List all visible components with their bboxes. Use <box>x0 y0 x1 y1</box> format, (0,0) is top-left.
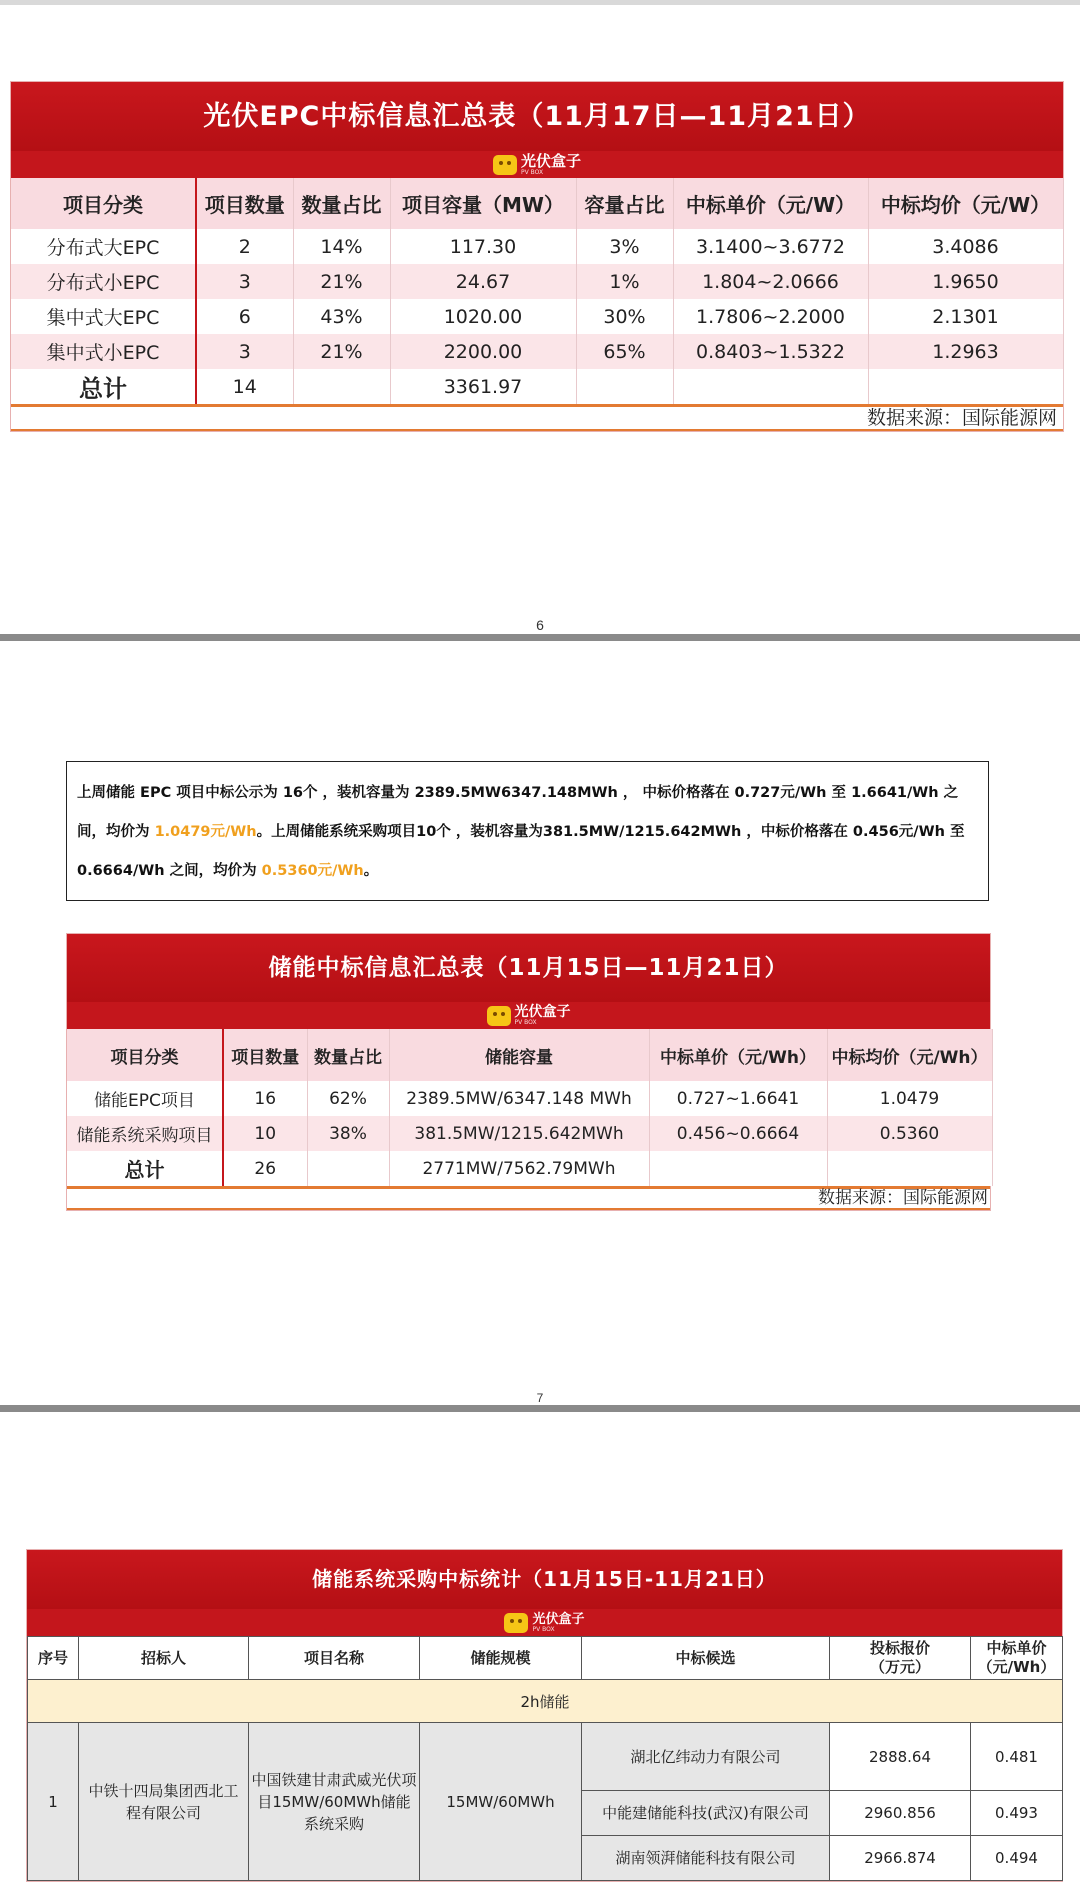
table-cell: 0.8403~1.5322 <box>673 334 868 369</box>
group-row <box>28 1680 1063 1723</box>
es-header-row <box>67 1029 992 1081</box>
table-cell: 3.4086 <box>868 229 1063 264</box>
pv-data-source: 数据来源：国际能源网 <box>11 404 1063 429</box>
table-cell: 3361.97 <box>390 369 576 404</box>
proc-header-cell: 中标单价 （元/Wh） <box>971 1637 1063 1680</box>
weekly-summary-note <box>66 761 989 901</box>
table-cell: 分布式小EPC <box>11 264 196 299</box>
es-data-table <box>67 1029 993 1186</box>
es-bottom-rule <box>67 1208 990 1210</box>
table-cell: 381.5MW/1215.642MWh <box>389 1116 649 1151</box>
es-data-source: 数据来源：国际能源网 <box>67 1186 990 1208</box>
note-text: 上周储能 EPC 项目中标公示为 16个 ，装机容量为 2389.5MW6347.148MWh ， 中标价格落在 0.727元/Wh 至 1.6641/Wh 之间，均价为 <box>77 785 959 840</box>
table-cell: 26 <box>223 1151 307 1186</box>
es-table-title: 储能中标信息汇总表（11月15日—11月21日） <box>67 934 990 1002</box>
total-label: 总计 <box>11 369 196 404</box>
table-cell: 0.456~0.6664 <box>649 1116 827 1151</box>
proc-data-table <box>27 1636 1063 1881</box>
table-cell: 集中式小EPC <box>11 334 196 369</box>
pv-header-cell: 中标单价（元/W） <box>673 178 868 229</box>
table-cell <box>649 1151 827 1186</box>
table-cell: 0.5360 <box>827 1116 992 1151</box>
pv-logo-bar <box>11 151 1063 178</box>
candidate-cell: 湖北亿纬动力有限公司 <box>582 1723 830 1791</box>
note-text: 。 <box>363 863 379 879</box>
unit-price-cell: 0.481 <box>971 1723 1063 1791</box>
es-header-cell: 中标均价（元/Wh） <box>827 1029 992 1081</box>
proc-header-cell: 序号 <box>28 1637 79 1680</box>
table-row <box>11 299 1063 334</box>
table-cell: 3 <box>196 264 293 299</box>
table-cell: 1020.00 <box>390 299 576 334</box>
page-separator <box>0 634 1080 641</box>
proc-header-cell: 中标候选 <box>582 1637 830 1680</box>
table-cell: 24.67 <box>390 264 576 299</box>
table-cell: 1.2963 <box>868 334 1063 369</box>
bid-price-cell: 2966.874 <box>830 1836 971 1881</box>
storage-scale-cell: 15MW/60MWh <box>420 1723 582 1881</box>
table-row <box>11 334 1063 369</box>
table-cell: 14 <box>196 369 293 404</box>
energy-storage-summary-table <box>66 933 991 1211</box>
table-cell: 2 <box>196 229 293 264</box>
pv-header-cell: 项目数量 <box>196 178 293 229</box>
table-cell <box>827 1151 992 1186</box>
table-cell <box>293 369 390 404</box>
pv-header-cell: 项目容量（MW） <box>390 178 576 229</box>
candidate-cell: 中能建储能科技(武汉)有限公司 <box>582 1791 830 1836</box>
table-cell: 38% <box>307 1116 389 1151</box>
tenderer-cell: 中铁十四局集团西北工程有限公司 <box>79 1723 249 1881</box>
top-strip <box>0 0 1080 5</box>
page-number: 7 <box>536 1391 544 1405</box>
total-label: 总计 <box>67 1151 223 1186</box>
table-row <box>67 1081 992 1116</box>
table-row <box>28 1723 1063 1791</box>
table-cell: 10 <box>223 1116 307 1151</box>
table-cell <box>307 1151 389 1186</box>
pv-epc-summary-table <box>10 81 1064 432</box>
es-header-cell: 储能容量 <box>389 1029 649 1081</box>
table-cell: 2771MW/7562.79MWh <box>389 1151 649 1186</box>
table-cell: 14% <box>293 229 390 264</box>
table-cell: 2389.5MW/6347.148 MWh <box>389 1081 649 1116</box>
table-cell <box>673 369 868 404</box>
proc-header-cell: 投标报价 （万元） <box>830 1637 971 1680</box>
note-highlight: 1.0479元/Wh <box>154 824 257 840</box>
pv-data-table <box>11 178 1064 404</box>
pv-header-cell: 中标均价（元/W） <box>868 178 1063 229</box>
pv-table-title: 光伏EPC中标信息汇总表（11月17日—11月21日） <box>11 82 1063 151</box>
proc-logo-bar <box>27 1609 1062 1636</box>
proc-header-row <box>28 1637 1063 1680</box>
total-row <box>67 1151 992 1186</box>
pv-bottom-rule <box>11 429 1063 431</box>
table-cell: 3 <box>196 334 293 369</box>
table-cell: 集中式大EPC <box>11 299 196 334</box>
unit-price-cell: 0.493 <box>971 1791 1063 1836</box>
table-cell <box>868 369 1063 404</box>
table-cell: 2.1301 <box>868 299 1063 334</box>
table-cell: 62% <box>307 1081 389 1116</box>
pv-header-row <box>11 178 1063 229</box>
table-cell: 分布式大EPC <box>11 229 196 264</box>
page-number: 6 <box>536 617 544 633</box>
table-row <box>67 1116 992 1151</box>
bid-price-cell: 2888.64 <box>830 1723 971 1791</box>
table-cell: 0.727~1.6641 <box>649 1081 827 1116</box>
es-header-cell: 项目分类 <box>67 1029 223 1081</box>
es-header-cell: 项目数量 <box>223 1029 307 1081</box>
proc-header-cell: 招标人 <box>79 1637 249 1680</box>
table-cell: 117.30 <box>390 229 576 264</box>
table-cell: 6 <box>196 299 293 334</box>
group-label: 2h储能 <box>28 1680 1063 1723</box>
candidate-cell: 湖南领湃储能科技有限公司 <box>582 1836 830 1881</box>
page-separator <box>0 1405 1080 1412</box>
table-cell: 1.9650 <box>868 264 1063 299</box>
pvbox-face-icon <box>487 1006 511 1026</box>
pv-header-cell: 容量占比 <box>576 178 673 229</box>
pvbox-logo: 光伏盒子 PV BOX <box>504 1613 584 1633</box>
table-cell: 1% <box>576 264 673 299</box>
table-row <box>11 264 1063 299</box>
table-cell: 2200.00 <box>390 334 576 369</box>
table-cell: 储能系统采购项目 <box>67 1116 223 1151</box>
bid-price-cell: 2960.856 <box>830 1791 971 1836</box>
row-number: 1 <box>28 1723 79 1881</box>
table-cell: 1.0479 <box>827 1081 992 1116</box>
pvbox-face-icon <box>504 1613 528 1633</box>
note-text: 。上周储能系统采购项目10个 ，装机容量为381.5MW/1215.642MWh ，中标价格落在 0.456元/Wh 至 0.6664/Wh 之间，均价为 <box>77 824 965 879</box>
procurement-award-table <box>26 1549 1063 1882</box>
table-cell: 65% <box>576 334 673 369</box>
table-cell: 3.1400~3.6772 <box>673 229 868 264</box>
unit-price-cell: 0.494 <box>971 1836 1063 1881</box>
table-cell: 43% <box>293 299 390 334</box>
pvbox-logo: 光伏盒子 PV BOX <box>487 1005 571 1026</box>
pvbox-logo: 光伏盒子 PV BOX <box>493 154 581 176</box>
table-cell: 30% <box>576 299 673 334</box>
table-row <box>11 229 1063 264</box>
table-cell <box>576 369 673 404</box>
proc-header-cell: 储能规模 <box>420 1637 582 1680</box>
pv-header-cell: 项目分类 <box>11 178 196 229</box>
table-cell: 1.804~2.0666 <box>673 264 868 299</box>
note-highlight: 0.5360元/Wh <box>261 863 364 879</box>
total-row <box>11 369 1063 404</box>
es-header-cell: 数量占比 <box>307 1029 389 1081</box>
proc-table-title: 储能系统采购中标统计（11月15日-11月21日） <box>27 1550 1062 1609</box>
table-cell: 1.7806~2.2000 <box>673 299 868 334</box>
es-logo-bar <box>67 1002 990 1029</box>
pvbox-face-icon <box>493 155 517 175</box>
pv-header-cell: 数量占比 <box>293 178 390 229</box>
table-cell: 3% <box>576 229 673 264</box>
project-name-cell: 中国铁建甘肃武威光伏项目15MW/60MWh储能系统采购 <box>249 1723 420 1881</box>
table-cell: 21% <box>293 334 390 369</box>
table-cell: 21% <box>293 264 390 299</box>
table-cell: 储能EPC项目 <box>67 1081 223 1116</box>
table-cell: 16 <box>223 1081 307 1116</box>
proc-header-cell: 项目名称 <box>249 1637 420 1680</box>
es-header-cell: 中标单价（元/Wh） <box>649 1029 827 1081</box>
